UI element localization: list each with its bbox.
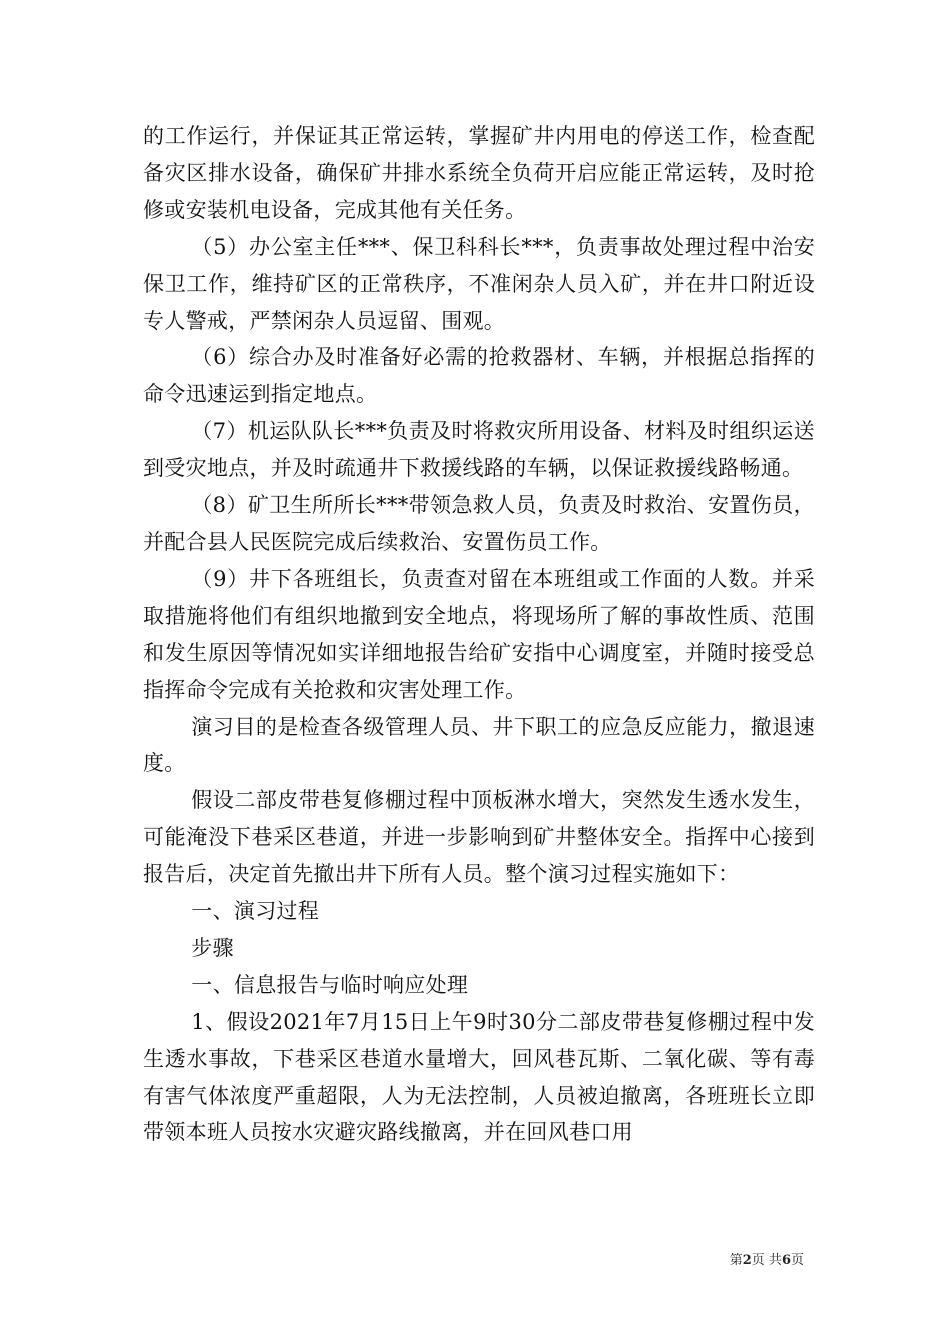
paragraph-item-7: （7）机运队队长***负责及时将救灾所用设备、材料及时组织运送到受灾地点，并及时疏通井下救援线路的车辆，以保证救援线路畅通。 (143, 419, 815, 481)
paragraph-item-6: （6）综合办及时准备好必需的抢救器材、车辆，并根据总指挥的命令迅速运到指定地点。 (143, 345, 815, 407)
paragraph-drill-scenario: 假设二部皮带巷复修棚过程中顶板淋水增大，突然发生透水发生，可能淹没下巷采区巷道，并进一步影响到矿井整体安全。指挥中心接到报告后，决定首先撤出井下所有人员。整个演习过程实施如下： (143, 788, 815, 887)
paragraph-item-5: （5）办公室主任***、保卫科科长***，负责事故处理过程中治安保卫工作，维持矿区的正常秩序，不准闲杂人员入矿，并在井口附近设专人警戒，严禁闲杂人员逗留、围观。 (143, 234, 815, 333)
footer-prefix: 第 (729, 1253, 743, 1268)
document-body (143, 118, 815, 1151)
paragraph-item-8: （8）矿卫生所所长***带领急救人员，负责及时救治、安置伤员，并配合县人民医院完成后续救治、安置伤员工作。 (143, 493, 815, 554)
footer-middle: 页 共 (751, 1253, 782, 1268)
page-number-footer (730, 1253, 804, 1269)
footer-total-pages: 6 (781, 1253, 791, 1268)
paragraph-drill-purpose: 演习目的是检查各级管理人员、井下职工的应急反应能力，撤退速度。 (143, 714, 815, 776)
heading-steps: 步骤 (191, 935, 234, 960)
heading-drill-process: 一、演习过程 (191, 899, 320, 924)
footer-current-page: 2 (742, 1253, 752, 1268)
heading-info-report: 一、信息报告与临时响应处理 (191, 972, 469, 997)
paragraph-continuation: 的工作运行，并保证其正常运转，掌握矿井内用电的停送工作，检查配备灾区排水设备，确保矿井排水系统全负荷开启应能正常运转，及时抢修或安装机电设备，完成其他有关任务。 (143, 124, 815, 222)
footer-suffix: 页 (790, 1253, 804, 1268)
paragraph-step-1: 1、假设2021年7月15日上午9时30分二部皮带巷复修棚过程中发生透水事故，下巷采区巷道水量增大，回风巷瓦斯、二氧化碳、等有毒有害气体浓度严重超限，人为无法控制，人员被迫撤离，各班班长立即带领本班人员按水灾避灾路线撤离，并在回风巷口用 (143, 1009, 815, 1145)
paragraph-item-9: （9）井下各班组长，负责查对留在本班组或工作面的人数。并采取措施将他们有组织地撤到安全地点，将现场所了解的事故性质、范围和发生原因等情况如实详细地报告给矿安指中心调度室，并随时接受总指挥命令完成有关抢救和灾害处理工作。 (143, 566, 815, 702)
